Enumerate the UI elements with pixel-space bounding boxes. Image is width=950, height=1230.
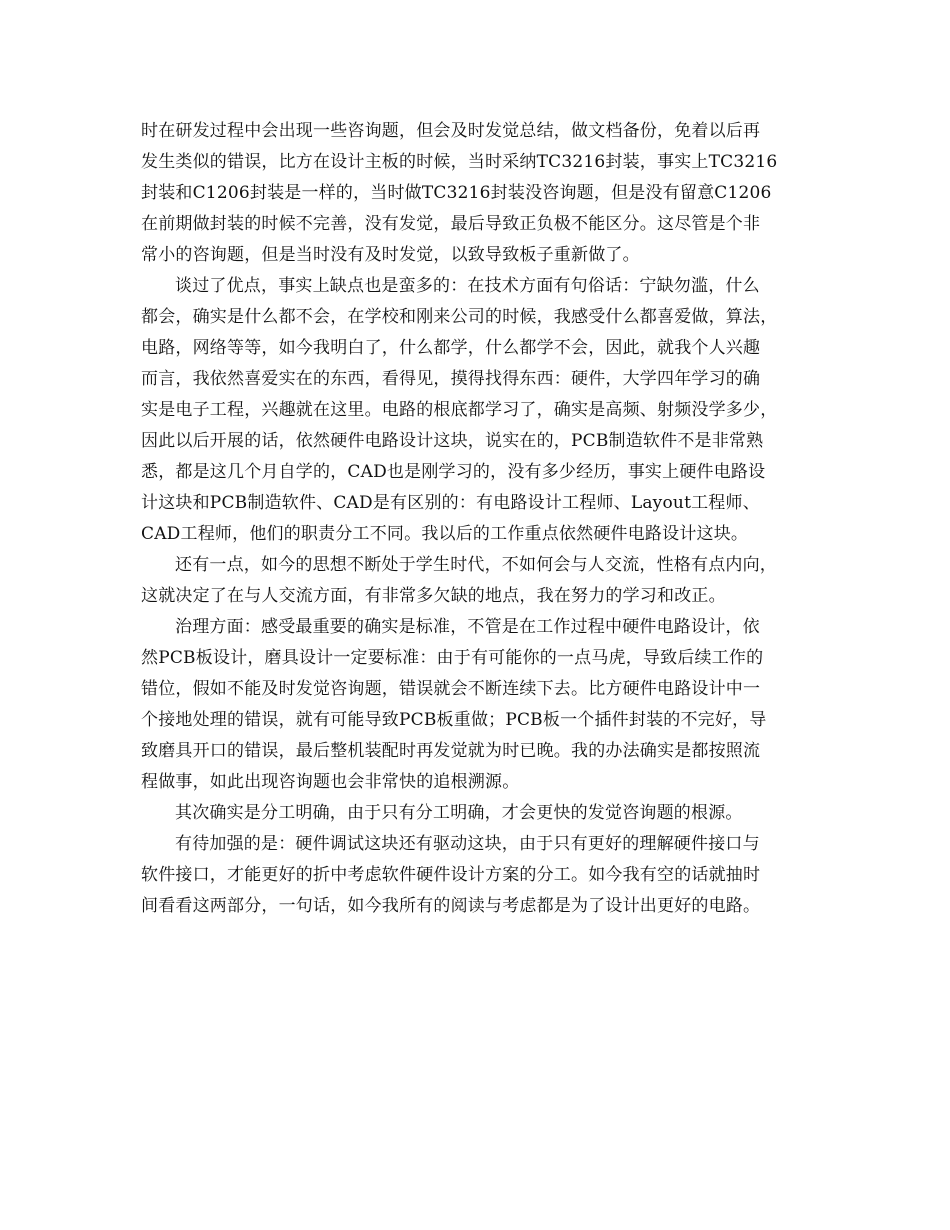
text-line: 错位，假如不能及时发觉咨询题，错误就会不断连续下去。比方硬件电路设计中一	[141, 679, 761, 699]
text-line: 悉，都是这几个月自学的，CAD也是刚学习的，没有多少经历，事实上硬件电路设	[141, 462, 766, 482]
text-line: 电路，网络等等，如今我明白了，什么都学，什么都学不会，因此，就我个人兴趣	[141, 338, 761, 358]
text-line: 其次确实是分工明确，由于只有分工明确，才会更快的发觉咨询题的根源。	[175, 803, 743, 823]
text-line: 发生类似的错误，比方在设计主板的时候，当时采纳TC3216封装，事实上TC3216	[141, 152, 778, 172]
text-line: 软件接口，才能更好的折中考虑软件硬件设计方案的分工。如今我有空的话就抽时	[141, 865, 761, 885]
text-line: 常小的咨询题，但是当时没有及时发觉，以致导致板子重新做了。	[141, 245, 640, 265]
text-line: 这就决定了在与人交流方面，有非常多欠缺的地点，我在努力的学习和改正。	[141, 586, 726, 606]
text-line: 治理方面：感受最重要的确实是标准，不管是在工作过程中硬件电路设计，依	[175, 617, 760, 637]
text-line: 实是电子工程，兴趣就在这里。电路的根底都学习了，确实是高频、射频没学多少，	[141, 400, 778, 420]
text-line: 因此以后开展的话，依然硬件电路设计这块，说实在的，PCB制造软件不是非常熟	[141, 431, 764, 451]
text-line: 致磨具开口的错误，最后整机装配时再发觉就为时已晚。我的办法确实是都按照流	[141, 741, 761, 761]
text-line: 在前期做封装的时候不完善，没有发觉，最后导致正负极不能区分。这尽管是个非	[141, 214, 761, 234]
text-line: 而言，我依然喜爱实在的东西，看得见，摸得找得东西：硬件，大学四年学习的确	[141, 369, 761, 389]
text-line: CAD工程师，他们的职责分工不同。我以后的工作重点依然硬件电路设计这块。	[141, 524, 749, 544]
text-line: 然PCB板设计，磨具设计一定要标准：由于有可能你的一点马虎，导致后续工作的	[141, 648, 764, 668]
text-line: 封装和C1206封装是一样的，当时做TC3216封装没咨询题，但是没有留意C1206	[141, 183, 772, 203]
text-line: 谈过了优点，事实上缺点也是蛮多的：在技术方面有句俗话：宁缺勿滥，什么	[175, 276, 760, 296]
text-line: 程做事，如此出现咨询题也会非常快的追根溯源。	[141, 772, 520, 792]
text-line: 还有一点，如今的思想不断处于学生时代，不如何会与人交流，性格有点内向，	[175, 555, 777, 575]
text-line: 间看看这两部分，一句话，如今我所有的阅读与考虑都是为了设计出更好的电路。	[141, 896, 761, 916]
text-line: 时在研发过程中会出现一些咨询题，但会及时发觉总结，做文档备份，免着以后再	[141, 121, 761, 141]
text-line: 有待加强的是：硬件调试这块还有驱动这块，由于只有更好的理解硬件接口与	[175, 834, 760, 854]
text-line: 都会，确实是什么都不会，在学校和刚来公司的时候，我感受什么都喜爱做，算法，	[141, 307, 778, 327]
document-body	[141, 116, 831, 922]
text-line: 个接地处理的错误，就有可能导致PCB板重做；PCB板一个插件封装的不完好，导	[141, 710, 767, 730]
text-line: 计这块和PCB制造软件、CAD是有区别的：有电路设计工程师、Layout工程师、	[141, 493, 760, 513]
